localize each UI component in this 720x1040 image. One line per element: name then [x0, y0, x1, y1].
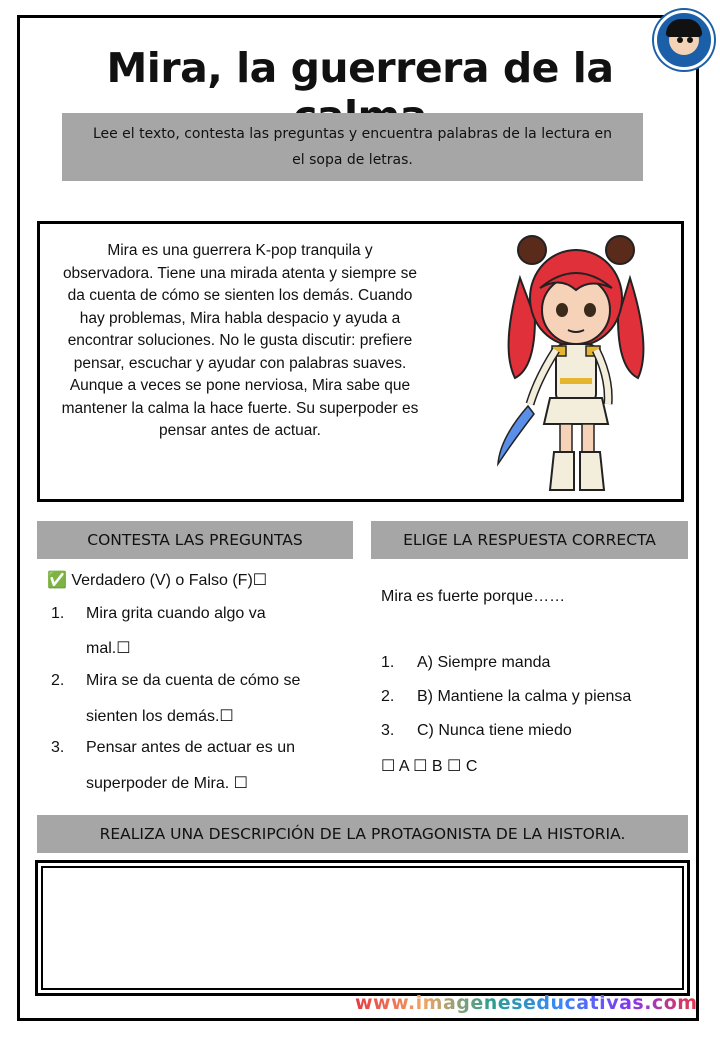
choice-header: ELIGE LA RESPUESTA CORRECTA	[371, 521, 688, 559]
option-1-number: 1.	[381, 654, 395, 671]
option-a: A) Siempre manda	[417, 654, 551, 671]
question-2-line1: Mira se da cuenta de cómo se	[86, 672, 301, 689]
story-box	[37, 221, 684, 502]
description-answer-box[interactable]	[35, 860, 690, 996]
option-2-number: 2.	[381, 688, 395, 705]
question-1-number: 1.	[51, 605, 65, 622]
question-1-line2[interactable]: mal.☐	[86, 640, 131, 657]
question-3-line2[interactable]: superpoder de Mira. ☐	[86, 775, 248, 792]
story-text: Mira es una guerrera K-pop tranquila y observadora. Tiene una mirada atenta y siempre se da cuenta de cómo se sienten los demás. Cuando hay problemas, Mira habla despacio y ayuda a encontrar soluciones. No le gusta discutir: prefiere pensar, escuchar y ayudar con palabras suaves. Aunque a veces se pone nerviosa, Mira sabe que mantener la calma la hace fuerte. Su superpoder es pensar antes de actuar.	[61, 242, 419, 439]
question-2-line2[interactable]: sienten los demás.☐	[86, 708, 234, 725]
description-header: REALIZA UNA DESCRIPCIÓN DE LA PROTAGONISTA DE LA HISTORIA.	[37, 815, 688, 853]
website-url: www.imageneseducativas.com	[355, 992, 698, 1014]
answer-checkboxes[interactable]: ☐ A ☐ B ☐ C	[381, 758, 478, 775]
option-c: C) Nunca tiene miedo	[417, 722, 572, 739]
page-title: Mira, la guerrera de la	[106, 44, 614, 92]
question-1-line1: Mira grita cuando algo va	[86, 605, 266, 622]
mira-character-illustration	[480, 228, 670, 498]
questions-header: CONTESTA LAS PREGUNTAS	[37, 521, 353, 559]
option-3-number: 3.	[381, 722, 395, 739]
instructions-banner: Lee el texto, contesta las preguntas y encuentra palabras de la lectura en el sopa de letras.	[62, 113, 643, 181]
question-3-line1: Pensar antes de actuar es un	[86, 739, 296, 756]
choice-question: Mira es fuerte porque……	[381, 588, 566, 605]
question-3-number: 3.	[51, 739, 65, 756]
true-false-prompt: ✅ Verdadero (V) o Falso (F)☐	[47, 572, 268, 589]
question-2-number: 2.	[51, 672, 65, 689]
option-b: B) Mantiene la calma y piensa	[417, 688, 632, 705]
